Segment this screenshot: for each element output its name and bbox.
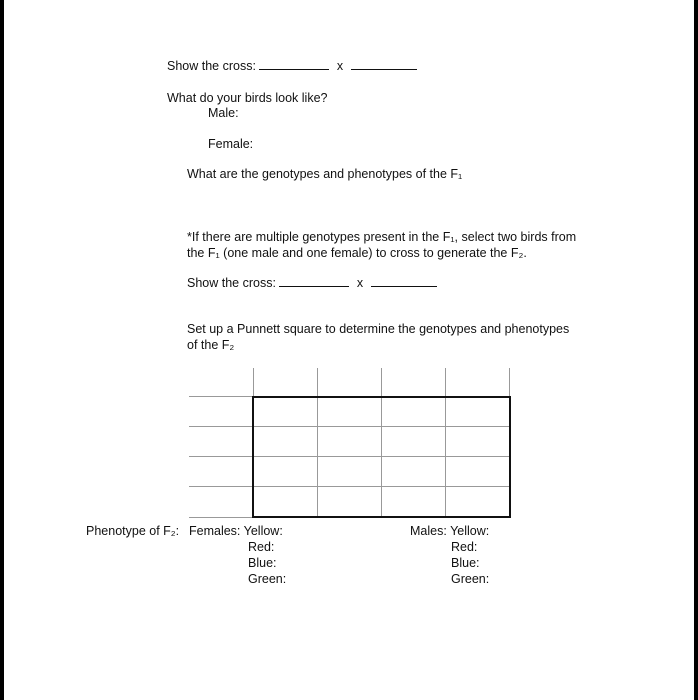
worksheet-page	[4, 0, 694, 700]
punnett-line-1: Set up a Punnett square to determine the genotypes and phenotypes	[187, 322, 570, 336]
punnett-box	[252, 396, 511, 518]
male-label: Male:	[208, 106, 239, 120]
males-yellow-label: Males: Yellow:	[410, 524, 490, 538]
cross-label-2: Show the cross:	[187, 276, 276, 290]
cross-x-1: x	[336, 59, 344, 73]
birds-question: What do your birds look like?	[167, 91, 328, 105]
females-blue-label: Blue:	[248, 556, 277, 570]
f1-question: What are the genotypes and phenotypes of the F₁	[187, 167, 463, 181]
grid-vline-5	[509, 368, 510, 398]
note-line-1: *If there are multiple genotypes present in the F₁, select two birds from	[187, 230, 577, 244]
females-green-label: Green:	[248, 572, 287, 586]
cross-label-1: Show the cross:	[167, 59, 256, 73]
phenotype-label: Phenotype of F₂:	[86, 524, 180, 538]
cross-blank-2b[interactable]	[371, 276, 437, 287]
punnett-line-2: of the F₂	[187, 338, 235, 352]
cross-blank-1a[interactable]	[259, 59, 329, 70]
females-red-label: Red:	[248, 540, 275, 554]
males-green-label: Green:	[451, 572, 490, 586]
grid-vline-1	[253, 368, 254, 398]
note-line-2: the F₁ (one male and one female) to cross to generate the F₂.	[187, 246, 527, 260]
females-yellow-label: Females: Yellow:	[189, 524, 283, 538]
cross-blank-1b[interactable]	[351, 59, 417, 70]
males-blue-label: Blue:	[451, 556, 480, 570]
cross-blank-2a[interactable]	[279, 276, 349, 287]
cross-x-2: x	[356, 276, 364, 290]
cross-line-1	[167, 59, 417, 74]
males-red-label: Red:	[451, 540, 478, 554]
cross-line-2	[187, 276, 437, 291]
female-label: Female:	[208, 137, 254, 151]
